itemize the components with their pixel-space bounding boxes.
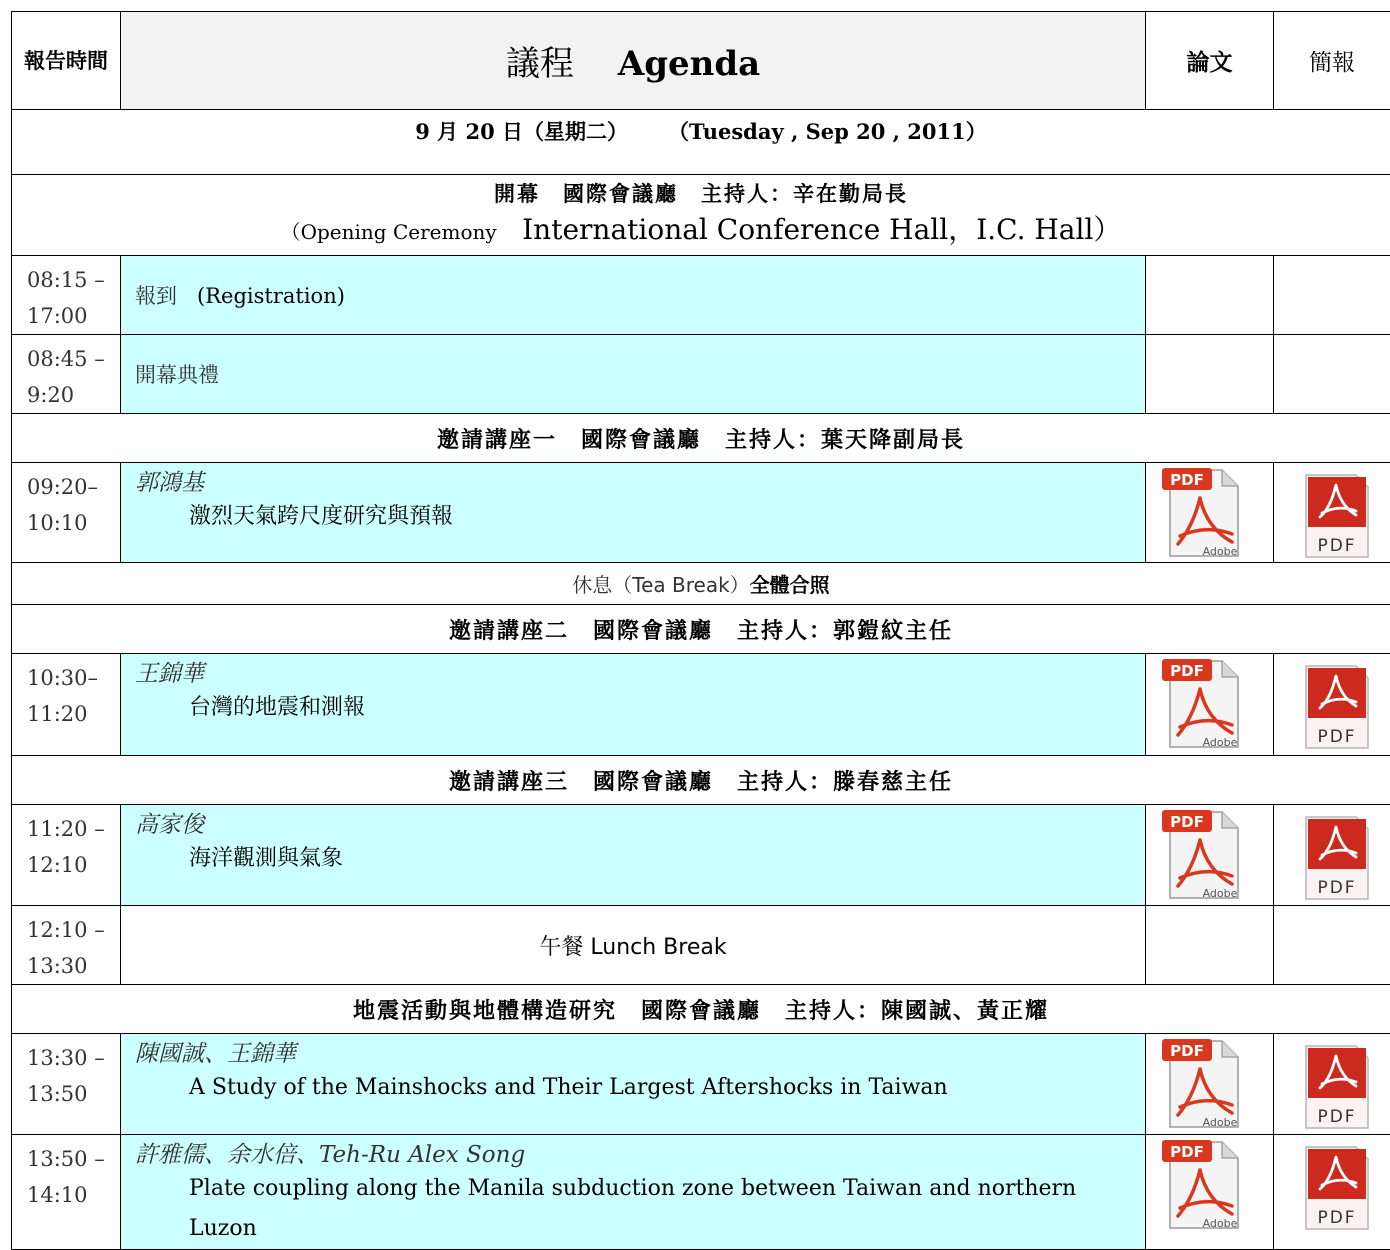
ceremony-cell: 開幕典禮 [121,335,1146,414]
paper-cell-empty [1146,335,1274,414]
talk-author-en: Teh-Ru Alex Song [319,1142,525,1168]
svg-text:PDF: PDF [1170,813,1204,831]
session-header: 地震活動與地體構造研究 國際會議廳 主持人：陳國誠、黃正耀 [12,985,1390,1034]
pdf-file-icon[interactable] [1302,1143,1372,1233]
table-row [12,1034,1390,1135]
svg-text:PDF: PDF [1170,471,1204,489]
svg-text:PDF: PDF [1170,1143,1204,1161]
table-row [12,335,1390,414]
talk-author-zh: 許雅儒、余水倍、 [135,1142,319,1168]
table-row [12,1135,1390,1250]
opening-session-header [12,175,1390,256]
svg-text:PDF: PDF [1317,1208,1356,1228]
registration-zh: 報到 [135,284,177,308]
opening-line-en [12,210,1390,252]
talk-title: A Study of the Mainshocks and Their Largest Aftershocks in Taiwan [135,1068,1145,1108]
slide-cell-empty [1274,906,1390,985]
pdf-document-icon[interactable] [1160,655,1246,751]
slide-link-cell[interactable] [1274,1135,1390,1250]
registration-en: (Registration) [197,284,345,308]
time-end: 13:30 [27,948,120,984]
talk-cell [121,1034,1146,1135]
pdf-document-icon[interactable] [1160,1035,1246,1131]
paper-link-cell[interactable] [1146,654,1274,756]
talk-cell [121,1135,1146,1250]
table-row [12,906,1390,985]
opening-hall-label: International Conference Hall，I.C. Hall） [522,213,1121,246]
time-cell [12,906,121,985]
talk-author: 陳國誠、王錦華 [135,1040,1145,1068]
pdf-file-icon[interactable] [1302,471,1372,561]
table-row [12,256,1390,335]
break-row [12,563,1390,605]
agenda-column-header [121,12,1146,110]
time-start: 13:50 – [27,1141,120,1177]
talk-author: 郭鴻基 [135,469,1145,497]
svg-text:PDF: PDF [1317,1107,1356,1127]
paper-cell-empty [1146,256,1274,335]
time-end: 13:50 [27,1076,120,1112]
time-cell [12,256,121,335]
table-row [12,463,1390,563]
time-end: 11:20 [27,696,120,732]
svg-text:Adobe: Adobe [1203,1116,1238,1129]
time-cell [12,805,121,906]
talk-title: 台灣的地震和測報 [135,688,1145,728]
time-start: 10:30– [27,660,120,696]
time-start: 09:20– [27,469,120,505]
talk-cell [121,463,1146,563]
slide-link-cell[interactable] [1274,654,1390,756]
session-header: 邀請講座二 國際會議廳 主持人：郭鎧紋主任 [12,605,1390,654]
time-end: 17:00 [27,298,120,334]
paper-link-cell[interactable] [1146,1034,1274,1135]
opening-line-zh: 開幕 國際會議廳 主持人：辛在勤局長 [12,178,1390,210]
pdf-file-icon[interactable] [1302,662,1372,752]
agenda-title-zh: 議程 [506,44,574,84]
time-end: 10:10 [27,505,120,541]
agenda-title-en: Agenda [618,44,760,84]
date-en: （Tuesday , Sep 20 , 2011） [668,119,987,144]
svg-text:PDF: PDF [1170,1042,1204,1060]
svg-text:PDF: PDF [1317,727,1356,747]
talk-author: 高家俊 [135,811,1145,839]
break-label: 休息（Tea Break） [572,573,749,597]
time-start: 13:30 – [27,1040,120,1076]
pdf-document-icon[interactable] [1160,1136,1246,1232]
time-end: 12:10 [27,847,120,883]
paper-cell-empty [1146,906,1274,985]
lunch-cell: 午餐 Lunch Break [121,906,1146,985]
slide-link-cell[interactable] [1274,805,1390,906]
date-zh: 9 月 20 日（星期二） [415,119,628,144]
registration-cell [121,256,1146,335]
slide-link-cell[interactable] [1274,1034,1390,1135]
time-cell [12,1034,121,1135]
pdf-document-icon[interactable] [1160,806,1246,902]
time-column-header [12,12,121,110]
session-header: 邀請講座三 國際會議廳 主持人：滕春慈主任 [12,756,1390,805]
slide-cell-empty [1274,335,1390,414]
talk-title: 激烈天氣跨尺度研究與預報 [135,497,1145,537]
svg-text:Adobe: Adobe [1203,545,1238,558]
slide-cell-empty [1274,256,1390,335]
time-start: 08:15 – [27,262,120,298]
talk-title: Plate coupling along the Manila subduction zone between Taiwan and northern Luzon [135,1169,1145,1249]
time-start: 11:20 – [27,811,120,847]
talk-cell [121,805,1146,906]
table-row [12,654,1390,756]
opening-ceremony-label: （Opening Ceremony [281,220,497,244]
time-end: 14:10 [27,1177,120,1213]
time-header-label: 報告時間 [24,49,108,73]
talk-author: 王錦華 [135,660,1145,688]
time-start: 08:45 – [27,341,120,377]
time-cell [12,335,121,414]
time-start: 12:10 – [27,912,120,948]
talk-title: 海洋觀測與氣象 [135,839,1145,879]
time-cell [12,654,121,756]
paper-column-header: 論文 [1146,12,1274,110]
svg-text:Adobe: Adobe [1203,887,1238,900]
talk-cell [121,654,1146,756]
time-cell [12,463,121,563]
slide-link-cell[interactable] [1274,463,1390,563]
date-row [12,110,1390,175]
pdf-file-icon[interactable] [1302,813,1372,903]
pdf-document-icon[interactable] [1160,464,1246,560]
pdf-file-icon[interactable] [1302,1042,1372,1132]
paper-link-cell[interactable] [1146,805,1274,906]
paper-link-cell[interactable] [1146,1135,1274,1250]
group-photo-label: 全體合照 [750,573,830,597]
svg-text:PDF: PDF [1317,536,1356,556]
slides-column-header: 簡報 [1274,12,1390,110]
svg-text:Adobe: Adobe [1203,1217,1238,1230]
svg-text:PDF: PDF [1317,878,1356,898]
talk-author [135,1141,1145,1169]
svg-text:PDF: PDF [1170,662,1204,680]
paper-link-cell[interactable] [1146,463,1274,563]
time-cell [12,1135,121,1250]
time-end: 9:20 [27,377,120,413]
table-row [12,805,1390,906]
session-header: 邀請講座一 國際會議廳 主持人：葉天降副局長 [12,414,1390,463]
svg-text:Adobe: Adobe [1203,736,1238,749]
